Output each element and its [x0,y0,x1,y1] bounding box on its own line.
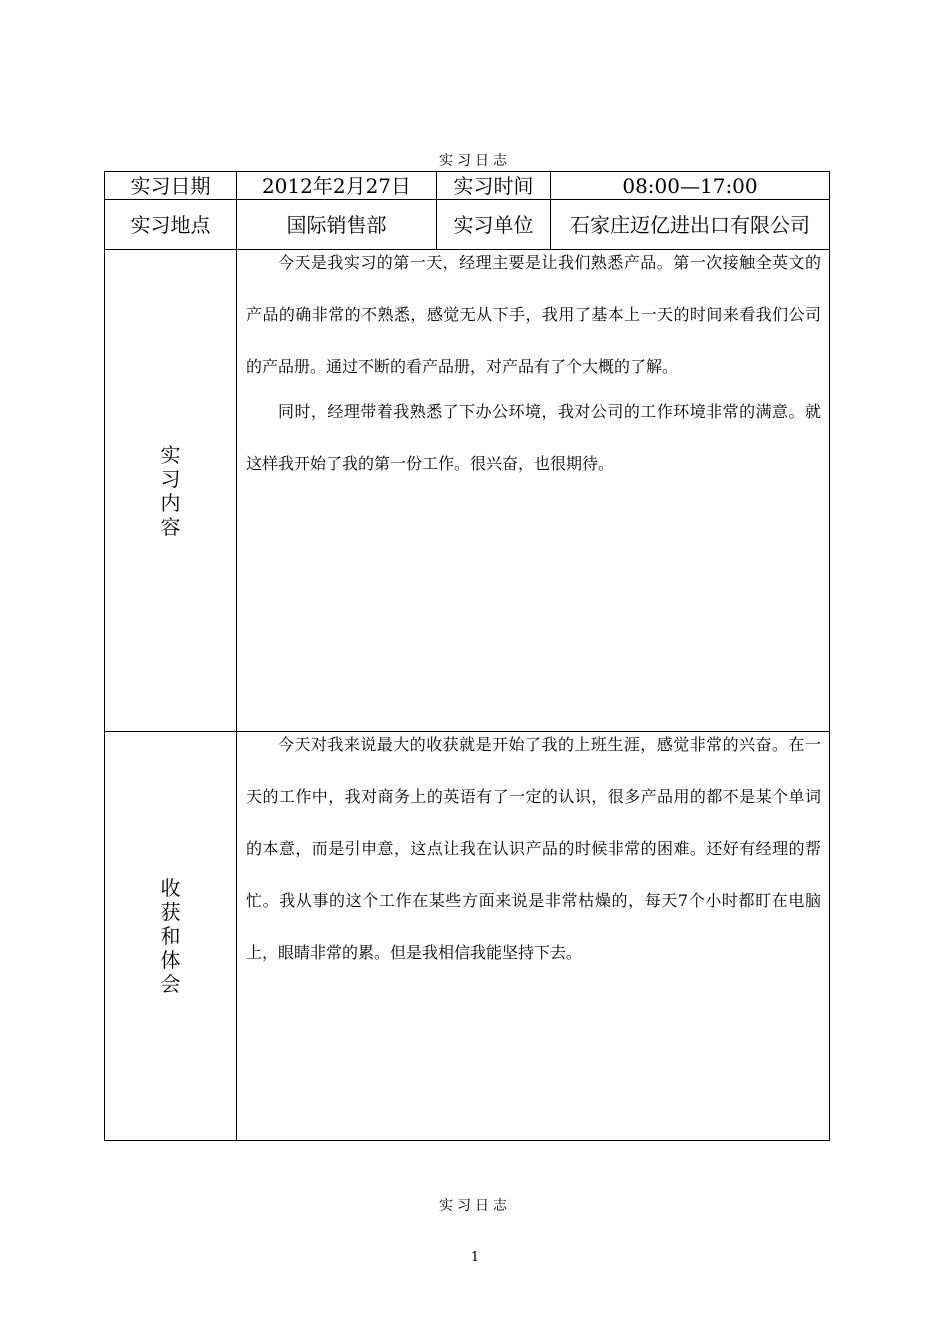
date-value: 2012年2月27日 [237,172,437,200]
content-paragraph: 今天是我实习的第一天，经理主要是让我们熟悉产品。第一次接触全英文的产品的确非常的不熟悉，感觉无从下手，我用了基本上一天的时间来看我们公司的产品册。通过不断的看产品册，对产品有了个大概的了解。 [246,253,821,376]
unit-label: 实习单位 [437,200,551,250]
place-value: 国际销售部 [237,200,437,250]
content-label-char: 习 [160,466,181,491]
time-label: 实习时间 [437,172,551,200]
internship-log-table [104,171,830,1141]
date-label: 实习日期 [105,172,237,200]
content-label [105,250,237,732]
time-value: 08:00—17:00 [551,172,830,200]
unit-value: 石家庄迈亿进出口有限公司 [551,200,830,250]
reflection-label-char: 体 [160,948,181,972]
reflection-body [237,732,830,1141]
page-number: 1 [470,1250,480,1265]
reflection-paragraph: 今天对我来说最大的收获就是开始了我的上班生涯，感觉非常的兴奋。在一天的工作中，我对商务上的英语有了一定的认识，很多产品用的都不是某个单词的本意，而是引申意，这点让我在认识产品的时候非常的困难。还好有经理的帮忙。我从事的这个工作在某些方面来说是非常枯燥的，每天7个小时都盯在电脑上，眼睛非常的累。但是我相信我能坚持下去。 [246,735,821,962]
reflection-row [105,732,830,1141]
document-title-top: 实习日志 [439,153,511,169]
content-label-char: 容 [160,514,181,539]
document-title-bottom: 实习日志 [439,1198,511,1214]
reflection-label-char: 收 [160,876,181,900]
content-paragraph: 同时，经理带着我熟悉了下办公环境，我对公司的工作环境非常的满意。就这样我开始了我的第一份工作。很兴奋，也很期待。 [246,402,821,473]
content-row [105,250,830,732]
content-label-char: 内 [160,490,181,515]
reflection-label-char: 获 [160,900,181,924]
reflection-label-char: 和 [160,924,181,948]
place-label: 实习地点 [105,200,237,250]
date-row [105,172,830,200]
reflection-label [105,732,237,1141]
reflection-label-char: 会 [160,972,181,996]
content-body [237,250,830,732]
content-label-char: 实 [160,442,181,467]
